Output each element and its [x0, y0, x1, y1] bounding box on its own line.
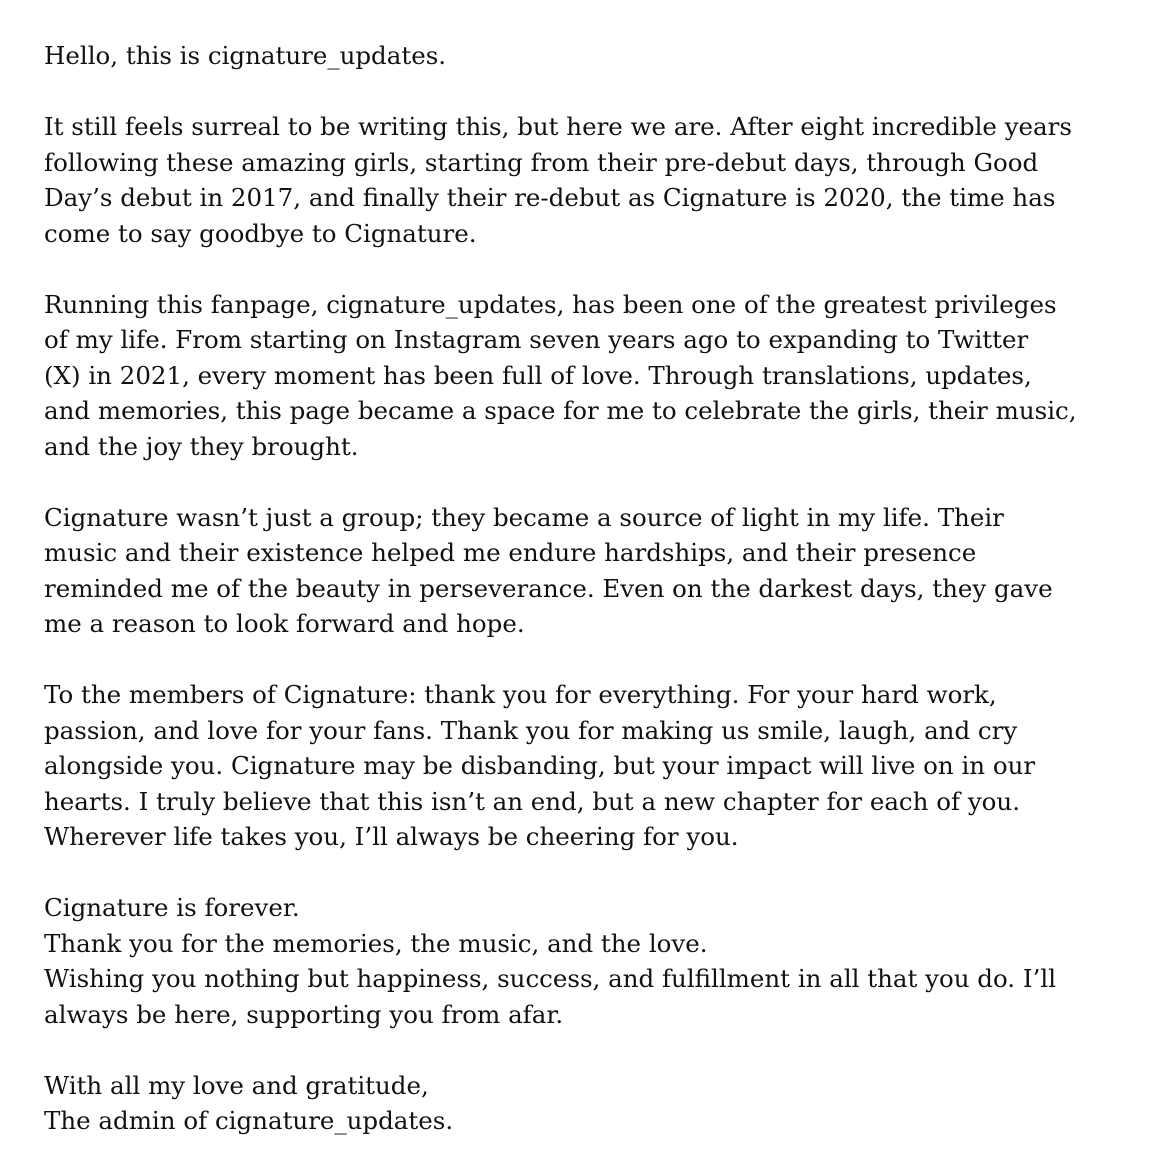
paragraph-line: and the joy they brought.	[44, 431, 359, 461]
paragraph-line: and memories, this page became a space for me to celebrate the girls, their music,	[44, 396, 1077, 425]
paragraph-line: Day’s debut in 2017, and finally their re-debut as Cignature is 2020, the time has	[44, 183, 1056, 212]
paragraph-line: Running this fanpage, cignature_updates, has been one of the greatest privileges	[44, 289, 1057, 319]
paragraph-line: following these amazing girls, starting from their pre-debut days, through Good	[44, 147, 1039, 177]
paragraph-line: Cignature wasn’t just a group; they became a source of light in my life. Their	[44, 502, 1004, 532]
paragraph-forever	[44, 890, 1154, 1032]
paragraph-source-of-light	[44, 500, 1154, 642]
paragraph-line: me a reason to look forward and hope.	[44, 609, 525, 638]
paragraph-line: music and their existence helped me endure hardships, and their presence	[44, 538, 977, 567]
greeting-line: Hello, this is cignature_updates.	[44, 41, 447, 70]
paragraph-line: Wherever life takes you, I’ll always be cheering for you.	[44, 822, 739, 851]
paragraph-line: hearts. I truly believe that this isn’t an end, but a new chapter for each of you.	[44, 786, 1020, 816]
signoff-author: The admin of cignature_updates.	[44, 1106, 454, 1135]
paragraph-line: of my life. From starting on Instagram seven years ago to expanding to Twitter	[44, 325, 1029, 354]
paragraph-line: Cignature is forever.	[44, 893, 300, 922]
paragraph-line: come to say goodbye to Cignature.	[44, 218, 477, 248]
paragraph-line: It still feels surreal to be writing this, but here we are. After eight incredible years	[44, 112, 1072, 141]
paragraph-surreal-goodbye	[44, 109, 1154, 251]
paragraph-line: (X) in 2021, every moment has been full of love. Through translations, updates,	[44, 360, 1032, 390]
paragraph-line: reminded me of the beauty in perseverance. Even on the darkest days, they gave	[44, 573, 1053, 603]
paragraph-line: always be here, supporting you from afar.	[44, 999, 564, 1029]
signoff-closing: With all my love and gratitude,	[44, 1070, 429, 1100]
letter-document	[44, 38, 1154, 1174]
paragraph-fanpage-history	[44, 287, 1154, 465]
paragraph-thanks-to-members	[44, 677, 1154, 855]
paragraph-line: alongside you. Cignature may be disbanding, but your impact will live on in our	[44, 751, 1036, 780]
paragraph-line: Thank you for the memories, the music, and the love.	[44, 928, 708, 958]
paragraph-line: To the members of Cignature: thank you for everything. For your hard work,	[44, 680, 997, 709]
paragraph-line: Wishing you nothing but happiness, success, and fulfillment in all that you do. I’ll	[44, 964, 1057, 993]
greeting	[44, 38, 1154, 74]
signoff	[44, 1068, 1154, 1139]
paragraph-line: passion, and love for your fans. Thank you for making us smile, laugh, and cry	[44, 715, 1018, 745]
